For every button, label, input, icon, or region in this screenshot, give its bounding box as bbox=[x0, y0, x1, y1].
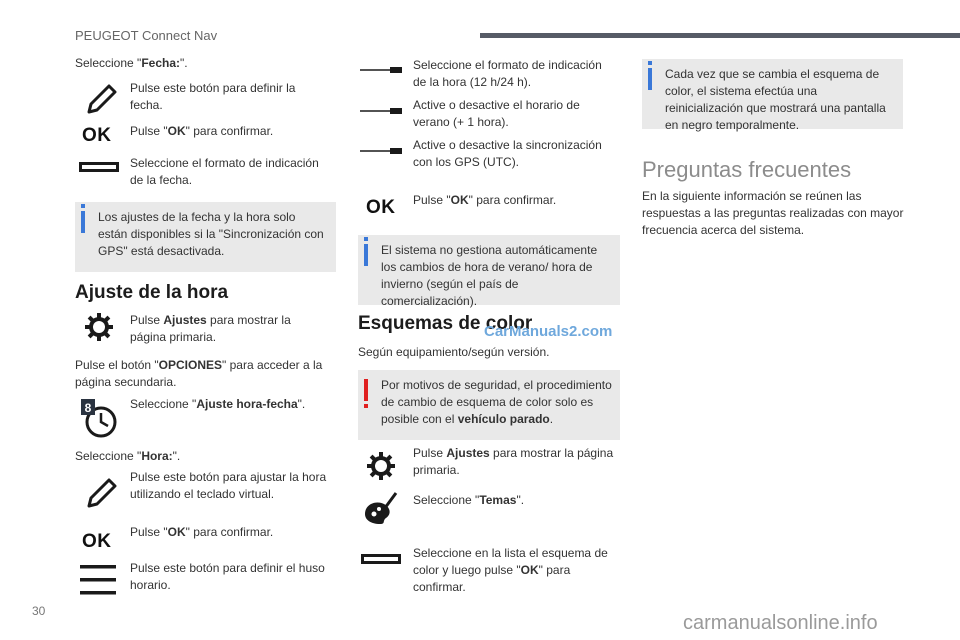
faq-intro: En la siguiente información se reúnen las respuestas a las preguntas realizadas con mayor frecuencia acerca del sistema. bbox=[642, 189, 904, 237]
toggle-icon bbox=[360, 147, 402, 155]
running-header: PEUGEOT Connect Nav bbox=[75, 28, 218, 43]
time-step-timezone: Pulse este botón para definir el huso horario. bbox=[130, 561, 325, 592]
time-intro: Seleccione "Hora:". bbox=[75, 449, 181, 463]
section-heading-faq: Preguntas frecuentes bbox=[642, 157, 852, 182]
time-step-edit: Pulse este botón para ajustar la hora utilizando el teclado virtual. bbox=[130, 470, 327, 501]
time-step-settings: Pulse Ajustes para mostrar la página primaria. bbox=[130, 313, 291, 344]
header-bar bbox=[480, 33, 960, 38]
date-step-edit: Pulse este botón para definir la fecha. bbox=[130, 81, 296, 112]
info-note-dst bbox=[358, 235, 620, 308]
warning-note-text: Por motivos de seguridad, el procedimiento de cambio de esquema de color solo es posible con el vehículo parado. bbox=[381, 378, 612, 426]
info-note-text: El sistema no gestiona automáticamente los cambios de hora de verano/ hora de invierno (según el país de comercialización). bbox=[381, 243, 598, 308]
warning-note-safety bbox=[358, 370, 620, 440]
ok-icon: OK bbox=[82, 531, 112, 552]
info-note-text: Cada vez que se cambia el esquema de color, el sistema efectúa una reinicialización que mostrará una pantalla en negro temporalmente. bbox=[665, 67, 886, 132]
summer-time-step: Active o desactive el horario de verano (+ 1 hora). bbox=[413, 98, 580, 129]
footer-watermark: carmanualsonline.info bbox=[683, 612, 878, 634]
gps-sync-step: Active o desactive la sincronización con los GPS (UTC). bbox=[413, 138, 602, 169]
date-intro: Seleccione "Fecha:". bbox=[75, 56, 188, 70]
ok-icon: OK bbox=[82, 125, 112, 146]
colors-step-settings: Pulse Ajustes para mostrar la página primaria. bbox=[413, 446, 614, 477]
select-list-icon bbox=[79, 162, 119, 172]
hour-format-step: Seleccione el formato de indicación de la hora (12 h/24 h). bbox=[413, 58, 602, 89]
colors-step-themes: Seleccione "Temas". bbox=[413, 493, 525, 507]
clock-icon bbox=[80, 398, 118, 440]
watermark: CarManuals2.com bbox=[484, 323, 613, 340]
info-note-reset bbox=[642, 59, 903, 132]
pencil-icon bbox=[85, 476, 117, 510]
toggle-icon bbox=[360, 107, 402, 115]
info-note-text: Los ajustes de la fecha y la hora solo están disponibles si la "Sincronización con GPS" está desactivada. bbox=[98, 210, 324, 258]
section-heading-colors: Esquemas de color bbox=[358, 313, 533, 334]
page-number: 30 bbox=[32, 604, 46, 618]
section-heading-time: Ajuste de la hora bbox=[75, 282, 229, 303]
colors-step-select: Seleccione en la lista el esquema de color y luego pulse "OK" para confirmar. bbox=[413, 546, 608, 594]
warning-icon bbox=[364, 379, 368, 401]
time-step-ok: Pulse "OK" para confirmar. bbox=[130, 525, 274, 539]
date-step-ok: Pulse "OK" para confirmar. bbox=[130, 124, 274, 138]
menu-icon bbox=[80, 563, 116, 597]
time-step-adjust: Seleccione "Ajuste hora-fecha". bbox=[130, 397, 306, 411]
info-icon bbox=[648, 68, 652, 90]
equipment-note: Según equipamiento/según versión. bbox=[358, 345, 550, 359]
gear-icon bbox=[84, 312, 114, 342]
svg-text:8: 8 bbox=[84, 401, 92, 415]
time-options-para: Pulse el botón "OPCIONES" para acceder a la página secundaria. bbox=[75, 358, 323, 389]
date-step-format: Seleccione el formato de indicación de la fecha. bbox=[130, 156, 319, 187]
gear-icon bbox=[366, 451, 396, 481]
pencil-icon bbox=[85, 82, 117, 116]
palette-icon bbox=[362, 490, 400, 526]
time-confirm-step: Pulse "OK" para confirmar. bbox=[413, 193, 557, 207]
ok-icon: OK bbox=[366, 197, 396, 218]
info-note-gps bbox=[75, 202, 336, 272]
info-icon bbox=[364, 244, 368, 266]
select-list-icon bbox=[361, 554, 401, 564]
toggle-icon bbox=[360, 66, 402, 74]
info-icon bbox=[81, 211, 85, 233]
